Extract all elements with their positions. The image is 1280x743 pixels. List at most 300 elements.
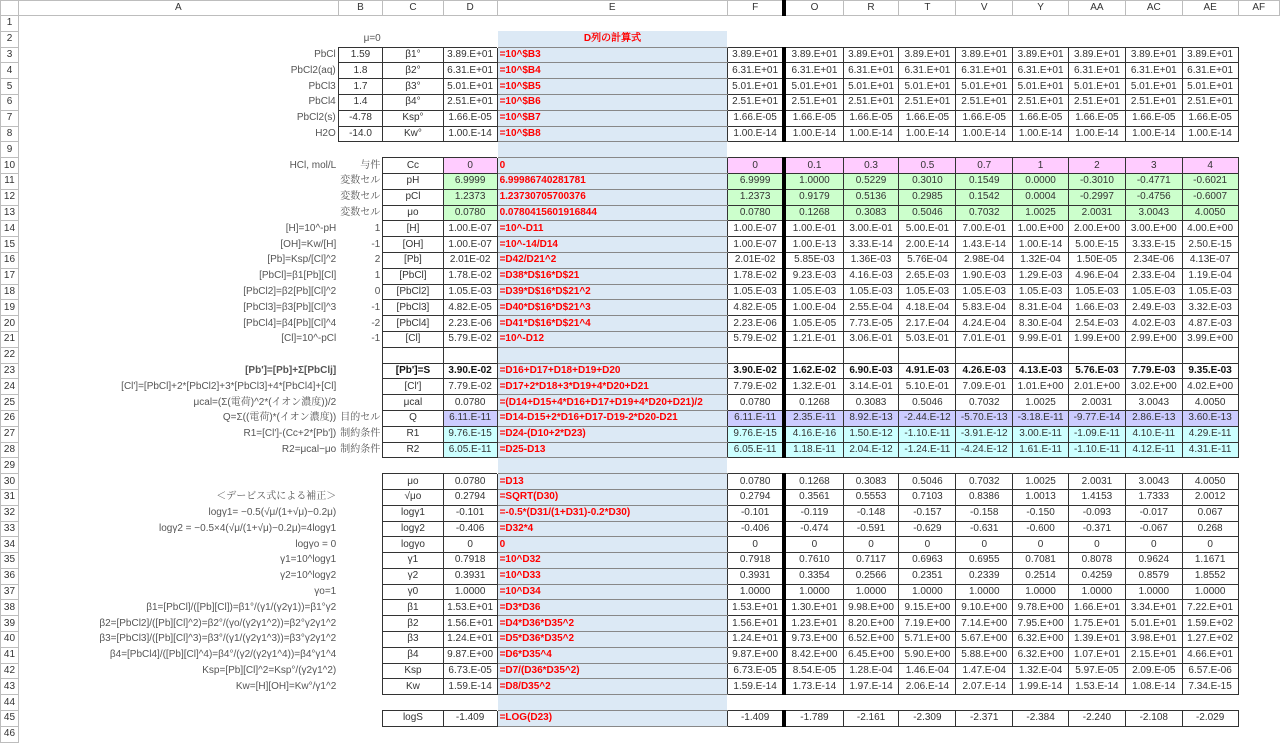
- cell-d8[interactable]: 1.00.E-14: [443, 126, 497, 142]
- cell-ac41[interactable]: 2.15.E+01: [1125, 647, 1182, 663]
- cell-ac21[interactable]: 2.99.E+00: [1125, 331, 1182, 347]
- cell-aa25[interactable]: 2.0031: [1069, 395, 1126, 411]
- cell-y1[interactable]: [1013, 16, 1069, 32]
- cell-ac6[interactable]: 2.51.E+01: [1125, 94, 1182, 110]
- cell-t16[interactable]: 5.76E-04: [899, 252, 956, 268]
- cell-a46[interactable]: [18, 726, 338, 742]
- cell-d33[interactable]: -0.406: [443, 521, 497, 537]
- row-header-45[interactable]: 45: [1, 711, 19, 727]
- cell-a14[interactable]: [H]=10^-pH: [285, 222, 337, 234]
- cell-t12[interactable]: 0.2985: [899, 189, 956, 205]
- cell-af40[interactable]: [1238, 632, 1279, 648]
- cell-f41[interactable]: 9.87.E+00: [727, 647, 784, 663]
- cell-b10[interactable]: 与件: [360, 159, 381, 171]
- formula-cell-e20[interactable]: =D41*D$16*D$21^4: [497, 316, 727, 332]
- cell-o19[interactable]: 1.00.E-04: [784, 300, 843, 316]
- cell-d20[interactable]: 2.23.E-06: [443, 316, 497, 332]
- cell-f25[interactable]: 0.0780: [727, 395, 784, 411]
- column-header-r[interactable]: R: [843, 1, 899, 16]
- cell-ae16[interactable]: 4.13E-07: [1182, 252, 1238, 268]
- cell-b8[interactable]: -14.0: [338, 126, 383, 142]
- cell-af16[interactable]: [1238, 252, 1279, 268]
- cell-af21[interactable]: [1238, 331, 1279, 347]
- cell-ae34[interactable]: 0: [1182, 537, 1238, 553]
- cell-t23[interactable]: 4.91.E-03: [899, 363, 956, 379]
- cell-r44[interactable]: [843, 695, 899, 711]
- cell-ac7[interactable]: 1.66.E-05: [1125, 110, 1182, 126]
- formula-cell-e6[interactable]: =10^$B6: [497, 94, 727, 110]
- cell-o25[interactable]: 0.1268: [784, 395, 843, 411]
- cell-ae4[interactable]: 6.31.E+01: [1182, 63, 1238, 79]
- cell-b46[interactable]: [338, 726, 383, 742]
- cell-b9[interactable]: [338, 142, 383, 158]
- cell-aa22[interactable]: [1069, 347, 1126, 363]
- cell-ae25[interactable]: 4.0050: [1182, 395, 1238, 411]
- cell-r35[interactable]: 0.7117: [843, 553, 899, 569]
- formula-cell-e26[interactable]: =D14-D15+2*D16+D17-D19-2*D20-D21: [497, 410, 727, 426]
- cell-aa28[interactable]: -1.10.E-11: [1069, 442, 1126, 458]
- cell-v36[interactable]: 0.2339: [956, 568, 1013, 584]
- cell-o39[interactable]: 1.23.E+01: [784, 616, 843, 632]
- row-header-31[interactable]: 31: [1, 489, 19, 505]
- cell-b42[interactable]: [338, 663, 383, 679]
- cell-v16[interactable]: 2.98E-04: [956, 252, 1013, 268]
- cell-c42[interactable]: Ksp: [383, 663, 443, 679]
- cell-c21[interactable]: [Cl]: [383, 331, 443, 347]
- cell-o13[interactable]: 0.1268: [784, 205, 843, 221]
- cell-ae30[interactable]: 4.0050: [1182, 474, 1238, 490]
- cell-d34[interactable]: 0: [443, 537, 497, 553]
- cell-o28[interactable]: 1.18.E-11: [784, 442, 843, 458]
- cell-af15[interactable]: [1238, 237, 1279, 253]
- cell-a6[interactable]: PbCl4: [308, 96, 336, 108]
- cell-ac34[interactable]: 0: [1125, 537, 1182, 553]
- formula-cell-e14[interactable]: =10^-D11: [497, 221, 727, 237]
- cell-t43[interactable]: 2.06.E-14: [899, 679, 956, 695]
- cell-d30[interactable]: 0.0780: [443, 474, 497, 490]
- cell-a8[interactable]: H2O: [315, 127, 336, 139]
- cell-af2[interactable]: [1238, 31, 1279, 47]
- cell-ac17[interactable]: 2.33.E-04: [1125, 268, 1182, 284]
- cell-af13[interactable]: [1238, 205, 1279, 221]
- cell-v42[interactable]: 1.47.E-04: [956, 663, 1013, 679]
- cell-aa33[interactable]: -0.371: [1069, 521, 1126, 537]
- cell-b2[interactable]: μ=0: [363, 32, 381, 44]
- cell-o30[interactable]: 0.1268: [784, 474, 843, 490]
- cell-ac38[interactable]: 3.34.E+01: [1125, 600, 1182, 616]
- column-header-y[interactable]: Y: [1013, 1, 1069, 16]
- formula-cell-e33[interactable]: =D32*4: [497, 521, 727, 537]
- cell-a29[interactable]: [18, 458, 338, 474]
- cell-o21[interactable]: 1.21.E-01: [784, 331, 843, 347]
- row-header-12[interactable]: 12: [1, 189, 19, 205]
- cell-aa26[interactable]: -9.77.E-14: [1069, 410, 1126, 426]
- cell-r20[interactable]: 7.73.E-05: [843, 316, 899, 332]
- cell-a9[interactable]: [18, 142, 338, 158]
- cell-a32[interactable]: logγ1= −0.5(√μ/(1+√μ)−0.2μ): [208, 507, 337, 519]
- cell-f10[interactable]: 0: [727, 158, 784, 174]
- cell-ae8[interactable]: 1.00.E-14: [1182, 126, 1238, 142]
- cell-r28[interactable]: 2.04.E-12: [843, 442, 899, 458]
- cell-c46[interactable]: [383, 726, 443, 742]
- cell-y37[interactable]: 1.0000: [1013, 584, 1069, 600]
- cell-ae33[interactable]: 0.268: [1182, 521, 1238, 537]
- cell-b30[interactable]: [338, 474, 383, 490]
- cell-y27[interactable]: 3.00.E-11: [1013, 426, 1069, 442]
- cell-t37[interactable]: 1.0000: [899, 584, 956, 600]
- cell-a30[interactable]: [18, 474, 338, 490]
- cell-f29[interactable]: [727, 458, 784, 474]
- cell-v15[interactable]: 1.43.E-14: [956, 237, 1013, 253]
- cell-c34[interactable]: logγo: [383, 537, 443, 553]
- cell-ac4[interactable]: 6.31.E+01: [1125, 63, 1182, 79]
- cell-ac16[interactable]: 2.34E-06: [1125, 252, 1182, 268]
- cell-ae41[interactable]: 4.66.E+01: [1182, 647, 1238, 663]
- row-header-33[interactable]: 33: [1, 521, 19, 537]
- column-header-f[interactable]: F: [727, 1, 784, 16]
- cell-b11[interactable]: 変数セル: [340, 175, 381, 187]
- cell-y36[interactable]: 0.2514: [1013, 568, 1069, 584]
- cell-f31[interactable]: 0.2794: [727, 489, 784, 505]
- cell-f42[interactable]: 6.73.E-05: [727, 663, 784, 679]
- cell-d40[interactable]: 1.24.E+01: [443, 632, 497, 648]
- formula-cell-e38[interactable]: =D3*D36: [497, 600, 727, 616]
- cell-af39[interactable]: [1238, 616, 1279, 632]
- cell-a20[interactable]: [PbCl4]=β4[Pb][Cl]^4: [243, 317, 337, 329]
- cell-t24[interactable]: 5.10.E-01: [899, 379, 956, 395]
- cell-ac42[interactable]: 2.09.E-05: [1125, 663, 1182, 679]
- cell-o4[interactable]: 6.31.E+01: [784, 63, 843, 79]
- cell-c14[interactable]: [H]: [383, 221, 443, 237]
- cell-af25[interactable]: [1238, 395, 1279, 411]
- cell-f17[interactable]: 1.78.E-02: [727, 268, 784, 284]
- cell-f45[interactable]: -1.409: [727, 711, 784, 727]
- cell-ae31[interactable]: 2.0012: [1182, 489, 1238, 505]
- cell-y40[interactable]: 6.32.E+00: [1013, 632, 1069, 648]
- cell-a41[interactable]: β4=[PbCl4]/([Pb][Cl]^4)=β4°/(γ2/(γ2γ1^4))=β4°γ1^4: [109, 649, 337, 661]
- cell-a42[interactable]: Ksp=[Pb][Cl]^2=Ksp°/(γ2γ1^2): [202, 665, 337, 677]
- cell-aa21[interactable]: 1.99.E+00: [1069, 331, 1126, 347]
- column-header-v[interactable]: V: [956, 1, 1013, 16]
- cell-v35[interactable]: 0.6955: [956, 553, 1013, 569]
- cell-d38[interactable]: 1.53.E+01: [443, 600, 497, 616]
- cell-o38[interactable]: 1.30.E+01: [784, 600, 843, 616]
- cell-o42[interactable]: 8.54.E-05: [784, 663, 843, 679]
- cell-o34[interactable]: 0: [784, 537, 843, 553]
- cell-t27[interactable]: -1.10.E-11: [899, 426, 956, 442]
- cell-ae1[interactable]: [1182, 16, 1238, 32]
- cell-a12[interactable]: [18, 189, 338, 205]
- formula-cell-e37[interactable]: =10^D34: [497, 584, 727, 600]
- cell-a40[interactable]: β3=[PbCl3]/([Pb][Cl]^3)=β3°/(γ1/(γ2γ1^3))=β3°γ2γ1^2: [99, 633, 337, 645]
- column-header-d[interactable]: D: [443, 1, 497, 16]
- cell-ae17[interactable]: 1.19.E-04: [1182, 268, 1238, 284]
- formula-cell-e31[interactable]: =SQRT(D30): [497, 489, 727, 505]
- row-header-1[interactable]: 1: [1, 16, 19, 32]
- row-header-36[interactable]: 36: [1, 568, 19, 584]
- cell-r4[interactable]: 6.31.E+01: [843, 63, 899, 79]
- cell-d6[interactable]: 2.51.E+01: [443, 94, 497, 110]
- cell-af8[interactable]: [1238, 126, 1279, 142]
- row-header-3[interactable]: 3: [1, 47, 19, 63]
- cell-o1[interactable]: [784, 16, 843, 32]
- cell-v27[interactable]: -3.91.E-12: [956, 426, 1013, 442]
- cell-f16[interactable]: 2.01E-02: [727, 252, 784, 268]
- row-header-32[interactable]: 32: [1, 505, 19, 521]
- cell-c25[interactable]: μcal: [383, 395, 443, 411]
- cell-d44[interactable]: [443, 695, 497, 711]
- cell-f40[interactable]: 1.24.E+01: [727, 632, 784, 648]
- cell-y15[interactable]: 1.00.E-14: [1013, 237, 1069, 253]
- cell-v18[interactable]: 1.05.E-03: [956, 284, 1013, 300]
- cell-v45[interactable]: -2.371: [956, 711, 1013, 727]
- cell-o31[interactable]: 0.3561: [784, 489, 843, 505]
- column-header-a[interactable]: A: [18, 1, 338, 16]
- cell-aa5[interactable]: 5.01.E+01: [1069, 79, 1126, 95]
- cell-b29[interactable]: [338, 458, 383, 474]
- cell-o7[interactable]: 1.66.E-05: [784, 110, 843, 126]
- cell-r43[interactable]: 1.97.E-14: [843, 679, 899, 695]
- formula-cell-e9[interactable]: [497, 142, 727, 158]
- cell-r8[interactable]: 1.00.E-14: [843, 126, 899, 142]
- cell-af42[interactable]: [1238, 663, 1279, 679]
- cell-c43[interactable]: Kw: [383, 679, 443, 695]
- cell-y8[interactable]: 1.00.E-14: [1013, 126, 1069, 142]
- formula-cell-e28[interactable]: =D25-D13: [497, 442, 727, 458]
- cell-o24[interactable]: 1.32.E-01: [784, 379, 843, 395]
- cell-b27[interactable]: 制約条件: [340, 428, 381, 440]
- cell-aa24[interactable]: 2.01.E+00: [1069, 379, 1126, 395]
- column-header-o[interactable]: O: [784, 1, 843, 16]
- cell-r36[interactable]: 0.2566: [843, 568, 899, 584]
- cell-a10[interactable]: HCl, mol/L: [289, 159, 337, 171]
- cell-r10[interactable]: 0.3: [843, 158, 899, 174]
- cell-c36[interactable]: γ2: [383, 568, 443, 584]
- cell-r22[interactable]: [843, 347, 899, 363]
- cell-aa18[interactable]: 1.05.E-03: [1069, 284, 1126, 300]
- row-header-42[interactable]: 42: [1, 663, 19, 679]
- cell-v19[interactable]: 5.83.E-04: [956, 300, 1013, 316]
- cell-t15[interactable]: 2.00.E-14: [899, 237, 956, 253]
- cell-d22[interactable]: [443, 347, 497, 363]
- cell-c8[interactable]: Kw°: [383, 126, 443, 142]
- cell-ac11[interactable]: -0.4771: [1125, 173, 1182, 189]
- cell-t36[interactable]: 0.2351: [899, 568, 956, 584]
- cell-c9[interactable]: [383, 142, 443, 158]
- formula-cell-e16[interactable]: =D42/D21^2: [497, 252, 727, 268]
- cell-ac5[interactable]: 5.01.E+01: [1125, 79, 1182, 95]
- cell-a5[interactable]: PbCl3: [308, 80, 336, 92]
- cell-af46[interactable]: [1238, 726, 1279, 742]
- cell-ac45[interactable]: -2.108: [1125, 711, 1182, 727]
- cell-r12[interactable]: 0.5136: [843, 189, 899, 205]
- cell-ac35[interactable]: 0.9624: [1125, 553, 1182, 569]
- formula-cell-e25[interactable]: =(D14+D15+4*D16+D17+D19+4*D20+D21)/2: [497, 395, 727, 411]
- cell-d31[interactable]: 0.2794: [443, 489, 497, 505]
- row-header-15[interactable]: 15: [1, 237, 19, 253]
- cell-aa41[interactable]: 1.07.E+01: [1069, 647, 1126, 663]
- formula-cell-e18[interactable]: =D39*D$16*D$21^2: [497, 284, 727, 300]
- cell-f39[interactable]: 1.56.E+01: [727, 616, 784, 632]
- row-header-16[interactable]: 16: [1, 252, 19, 268]
- cell-f2[interactable]: [727, 31, 784, 47]
- cell-a37[interactable]: γo=1: [314, 586, 337, 598]
- cell-o33[interactable]: -0.474: [784, 521, 843, 537]
- cell-v33[interactable]: -0.631: [956, 521, 1013, 537]
- cell-aa46[interactable]: [1069, 726, 1126, 742]
- cell-d32[interactable]: -0.101: [443, 505, 497, 521]
- formula-cell-e17[interactable]: =D38*D$16*D$21: [497, 268, 727, 284]
- cell-v9[interactable]: [956, 142, 1013, 158]
- cell-o17[interactable]: 9.23.E-03: [784, 268, 843, 284]
- cell-y41[interactable]: 6.32.E+00: [1013, 647, 1069, 663]
- cell-v25[interactable]: 0.7032: [956, 395, 1013, 411]
- cell-y23[interactable]: 4.13.E-03: [1013, 363, 1069, 379]
- cell-b25[interactable]: [338, 395, 383, 411]
- cell-f9[interactable]: [727, 142, 784, 158]
- column-header-c[interactable]: C: [383, 1, 443, 16]
- cell-a44[interactable]: [18, 695, 338, 711]
- formula-cell-e42[interactable]: =D7/(D36*D35^2): [497, 663, 727, 679]
- cell-ae46[interactable]: [1182, 726, 1238, 742]
- cell-b1[interactable]: [338, 16, 383, 32]
- cell-f32[interactable]: -0.101: [727, 505, 784, 521]
- cell-c39[interactable]: β2: [383, 616, 443, 632]
- cell-y28[interactable]: 1.61.E-11: [1013, 442, 1069, 458]
- row-header-41[interactable]: 41: [1, 647, 19, 663]
- cell-v11[interactable]: 0.1549: [956, 173, 1013, 189]
- cell-a33[interactable]: logγ2 = −0.5×4(√μ/(1+√μ)−0.2μ)=4logγ1: [158, 522, 337, 534]
- cell-d17[interactable]: 1.78.E-02: [443, 268, 497, 284]
- cell-c2[interactable]: [383, 31, 443, 47]
- cell-v32[interactable]: -0.158: [956, 505, 1013, 521]
- cell-ac31[interactable]: 1.7333: [1125, 489, 1182, 505]
- cell-r26[interactable]: 8.92.E-13: [843, 410, 899, 426]
- cell-c30[interactable]: μo: [383, 474, 443, 490]
- cell-b32[interactable]: [338, 505, 383, 521]
- column-header-aa[interactable]: AA: [1069, 1, 1126, 16]
- row-header-19[interactable]: 19: [1, 300, 19, 316]
- cell-f27[interactable]: 9.76.E-15: [727, 426, 784, 442]
- cell-ac9[interactable]: [1125, 142, 1182, 158]
- cell-af44[interactable]: [1238, 695, 1279, 711]
- cell-ac43[interactable]: 1.08.E-14: [1125, 679, 1182, 695]
- cell-ac40[interactable]: 3.98.E+01: [1125, 632, 1182, 648]
- cell-v5[interactable]: 5.01.E+01: [956, 79, 1013, 95]
- cell-d25[interactable]: 0.0780: [443, 395, 497, 411]
- cell-ac39[interactable]: 5.01.E+01: [1125, 616, 1182, 632]
- cell-ac2[interactable]: [1125, 31, 1182, 47]
- cell-af17[interactable]: [1238, 268, 1279, 284]
- cell-f23[interactable]: 3.90.E-02: [727, 363, 784, 379]
- cell-y24[interactable]: 1.01.E+00: [1013, 379, 1069, 395]
- cell-ae14[interactable]: 4.00.E+00: [1182, 221, 1238, 237]
- cell-aa20[interactable]: 2.54.E-03: [1069, 316, 1126, 332]
- cell-aa3[interactable]: 3.89.E+01: [1069, 47, 1126, 63]
- cell-r33[interactable]: -0.591: [843, 521, 899, 537]
- cell-e1[interactable]: [497, 16, 727, 32]
- cell-ac33[interactable]: -0.067: [1125, 521, 1182, 537]
- cell-f5[interactable]: 5.01.E+01: [727, 79, 784, 95]
- cell-y38[interactable]: 9.78.E+00: [1013, 600, 1069, 616]
- cell-v1[interactable]: [956, 16, 1013, 32]
- cell-f11[interactable]: 6.9999: [727, 173, 784, 189]
- cell-v24[interactable]: 7.09.E-01: [956, 379, 1013, 395]
- cell-c38[interactable]: β1: [383, 600, 443, 616]
- cell-b22[interactable]: [338, 347, 383, 363]
- cell-y43[interactable]: 1.99.E-14: [1013, 679, 1069, 695]
- cell-v21[interactable]: 7.01.E-01: [956, 331, 1013, 347]
- row-header-21[interactable]: 21: [1, 331, 19, 347]
- cell-t46[interactable]: [899, 726, 956, 742]
- cell-y35[interactable]: 0.7081: [1013, 553, 1069, 569]
- cell-ae15[interactable]: 2.50.E-15: [1182, 237, 1238, 253]
- cell-y7[interactable]: 1.66.E-05: [1013, 110, 1069, 126]
- cell-ae18[interactable]: 1.05.E-03: [1182, 284, 1238, 300]
- cell-aa1[interactable]: [1069, 16, 1126, 32]
- cell-ac44[interactable]: [1125, 695, 1182, 711]
- cell-o9[interactable]: [784, 142, 843, 158]
- cell-d1[interactable]: [443, 16, 497, 32]
- cell-r14[interactable]: 3.00.E-01: [843, 221, 899, 237]
- cell-af34[interactable]: [1238, 537, 1279, 553]
- cell-b14[interactable]: 1: [374, 222, 381, 234]
- cell-aa37[interactable]: 1.0000: [1069, 584, 1126, 600]
- cell-af23[interactable]: [1238, 363, 1279, 379]
- cell-o5[interactable]: 5.01.E+01: [784, 79, 843, 95]
- row-header-43[interactable]: 43: [1, 679, 19, 695]
- select-all-corner[interactable]: [1, 1, 19, 16]
- cell-d43[interactable]: 1.59.E-14: [443, 679, 497, 695]
- cell-ae37[interactable]: 1.0000: [1182, 584, 1238, 600]
- cell-d12[interactable]: 1.2373: [443, 189, 497, 205]
- cell-a24[interactable]: [Cl']=[PbCl]+2*[PbCl2]+3*[PbCl3]+4*[PbCl4]+[Cl]: [121, 380, 337, 392]
- cell-b17[interactable]: 1: [374, 270, 381, 282]
- cell-y3[interactable]: 3.89.E+01: [1013, 47, 1069, 63]
- cell-aa39[interactable]: 1.75.E+01: [1069, 616, 1126, 632]
- cell-d24[interactable]: 7.79.E-02: [443, 379, 497, 395]
- cell-af18[interactable]: [1238, 284, 1279, 300]
- cell-b5[interactable]: 1.7: [338, 79, 383, 95]
- cell-c1[interactable]: [383, 16, 443, 32]
- cell-ae40[interactable]: 1.27.E+02: [1182, 632, 1238, 648]
- cell-af37[interactable]: [1238, 584, 1279, 600]
- cell-ae6[interactable]: 2.51.E+01: [1182, 94, 1238, 110]
- cell-a43[interactable]: Kw=[H][OH]=Kw°/γ1^2: [235, 680, 337, 692]
- cell-c18[interactable]: [PbCl2]: [383, 284, 443, 300]
- cell-t17[interactable]: 2.65.E-03: [899, 268, 956, 284]
- cell-a31[interactable]: ＜デービス式による補正＞: [216, 491, 337, 503]
- cell-y42[interactable]: 1.32.E-04: [1013, 663, 1069, 679]
- cell-y16[interactable]: 1.32E-04: [1013, 252, 1069, 268]
- cell-aa29[interactable]: [1069, 458, 1126, 474]
- cell-d35[interactable]: 0.7918: [443, 553, 497, 569]
- cell-v13[interactable]: 0.7032: [956, 205, 1013, 221]
- cell-t26[interactable]: -2.44.E-12: [899, 410, 956, 426]
- cell-c28[interactable]: R2: [383, 442, 443, 458]
- cell-ae36[interactable]: 1.8552: [1182, 568, 1238, 584]
- cell-r45[interactable]: -2.161: [843, 711, 899, 727]
- formula-cell-e5[interactable]: =10^$B5: [497, 79, 727, 95]
- cell-t39[interactable]: 7.19.E+00: [899, 616, 956, 632]
- cell-d46[interactable]: [443, 726, 497, 742]
- cell-aa36[interactable]: 0.4259: [1069, 568, 1126, 584]
- cell-ac22[interactable]: [1125, 347, 1182, 363]
- cell-e46[interactable]: [497, 726, 727, 742]
- cell-a39[interactable]: β2=[PbCl2]/([Pb][Cl]^2)=β2°/(γo/(γ2γ1^2))=β2°γ2γ1^2: [99, 617, 337, 629]
- column-header-ae[interactable]: AE: [1182, 1, 1238, 16]
- cell-v40[interactable]: 5.67.E+00: [956, 632, 1013, 648]
